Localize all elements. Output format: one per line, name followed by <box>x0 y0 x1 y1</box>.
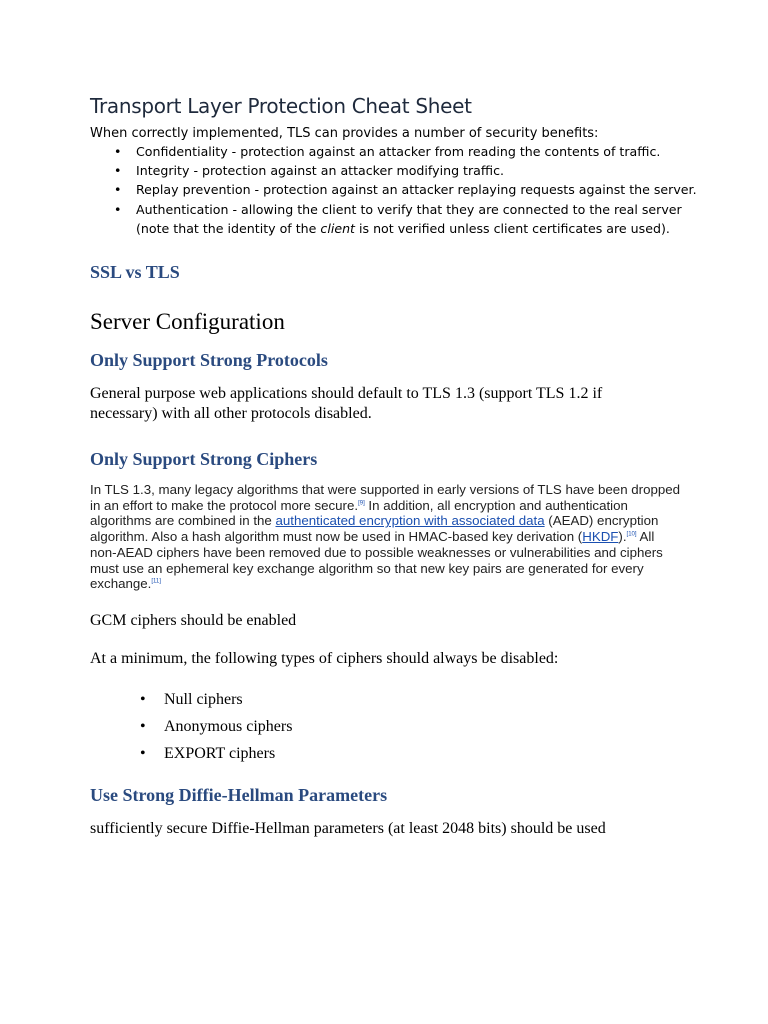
list-item <box>90 142 697 161</box>
heading-diffie-hellman: Use Strong Diffie-Hellman Parameters <box>90 785 388 805</box>
text-segment: in an effort to make the protocol more secure. <box>90 497 359 513</box>
disabled-ciphers-list <box>90 686 292 767</box>
text-segment: In addition, all encryption and authentication <box>364 497 628 513</box>
bullet: • <box>140 691 146 708</box>
list-item <box>90 713 292 740</box>
heading-strong-protocols: Only Support Strong Protocols <box>90 350 328 370</box>
benefits-list <box>90 142 697 238</box>
protocols-paragraph <box>90 384 602 424</box>
paragraph-line: must use an ephemeral key exchange algorithm so that new key pairs are generated for every <box>90 560 644 576</box>
page-title: Transport Layer Protection Cheat Sheet <box>90 94 472 118</box>
paragraph-line <box>90 529 690 545</box>
bullet: • <box>114 144 122 159</box>
aead-link[interactable]: authenticated encryption with associated data <box>275 513 545 529</box>
paragraph-line <box>90 576 690 592</box>
ciphers-paragraph <box>90 482 690 592</box>
emphasis-client: client <box>320 220 355 236</box>
paragraph-line: necessary) with all other protocols disabled. <box>90 405 372 422</box>
dh-paragraph: sufficiently secure Diffie-Hellman parameters (at least 2048 bits) should be used <box>90 820 606 837</box>
text-segment: algorithms are combined in the <box>90 513 276 529</box>
paragraph-line <box>90 513 690 529</box>
text-segment: All <box>636 529 655 545</box>
text-segment: (AEAD) encryption <box>544 513 659 529</box>
cipher-type: Anonymous ciphers <box>164 718 293 735</box>
list-item <box>90 686 292 713</box>
bullet: • <box>140 718 146 735</box>
bullet: • <box>114 201 122 217</box>
benefit-text: Authentication - allowing the client to verify that they are connected to the real server <box>136 201 682 217</box>
reference-9-link[interactable]: [9] <box>358 500 365 507</box>
heading-ssl-vs-tls: SSL vs TLS <box>90 262 180 282</box>
benefit-text: Confidentiality - protection against an attacker from reading the contents of traffic. <box>136 144 661 159</box>
bullet: • <box>114 163 122 179</box>
list-item <box>90 200 697 219</box>
text-segment: ). <box>618 529 627 545</box>
paragraph-line <box>90 498 690 514</box>
text-segment: algorithm. Also a hash algorithm must now be used in HMAC-based key derivation ( <box>90 529 583 545</box>
reference-10-link[interactable]: [10] <box>626 531 637 538</box>
paragraph-line: In TLS 1.3, many legacy algorithms that were supported in early versions of TLS have been dropped <box>90 482 681 497</box>
list-item <box>90 740 292 767</box>
text-segment: exchange. <box>90 576 152 592</box>
paragraph-line: non-AEAD ciphers have been removed due to possible weaknesses or vulnerabilities and ciphers <box>90 544 663 560</box>
reference-11-link[interactable]: [11] <box>151 578 161 585</box>
benefit-text: Integrity - protection against an attacker modifying traffic. <box>136 163 504 179</box>
list-item <box>90 180 697 199</box>
cipher-type: Null ciphers <box>164 691 243 708</box>
intro-text: When correctly implemented, TLS can provides a number of security benefits: <box>90 126 599 141</box>
paragraph-line: General purpose web applications should default to TLS 1.3 (support TLS 1.2 if <box>90 385 603 402</box>
cipher-type: EXPORT ciphers <box>164 745 276 762</box>
hkdf-link[interactable]: HKDF <box>582 529 619 545</box>
benefit-text: is not verified unless client certificates are used). <box>355 220 670 236</box>
heading-strong-ciphers: Only Support Strong Ciphers <box>90 449 318 469</box>
benefit-text: Replay prevention - protection against an attacker replaying requests against the server. <box>136 182 697 198</box>
benefit-text: (note that the identity of the <box>136 220 321 236</box>
gcm-paragraph: GCM ciphers should be enabled <box>90 612 297 629</box>
list-item-continuation <box>90 219 697 238</box>
minimum-disabled-paragraph: At a minimum, the following types of ciphers should always be disabled: <box>90 650 559 667</box>
heading-server-configuration: Server Configuration <box>90 309 285 334</box>
bullet: • <box>140 745 146 762</box>
bullet: • <box>114 182 122 198</box>
list-item <box>90 161 697 180</box>
